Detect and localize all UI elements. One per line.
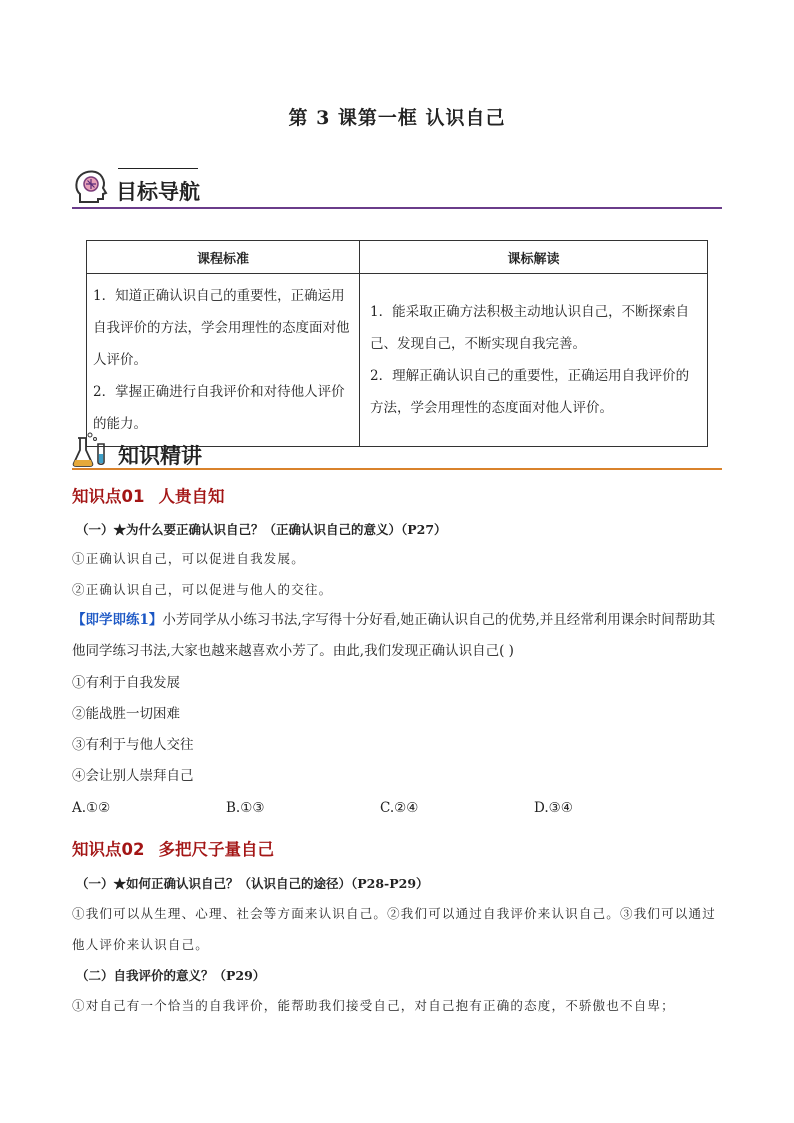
flask-icon — [72, 430, 110, 468]
answer-line: ②正确认识自己，可以促进与他人的交往。 — [72, 582, 333, 597]
answer-paragraph: ①对自己有一个恰当的自我评价，能帮助我们接受自己，对自己抱有正确的态度，不骄傲也不自卑； — [72, 998, 675, 1013]
knowledge-point-2-heading — [72, 836, 274, 860]
goals-section-title: 目标导航 — [116, 180, 200, 204]
exercise-tag: 【即学即练1】 — [72, 612, 163, 628]
interpretation-item: 1．能采取正确方法积极主动地认识自己，不断探索自己、发现自己，不断实现自我完善。 — [370, 304, 690, 352]
choice-item: ②能战胜一切困难 — [72, 706, 180, 722]
table-cell-standard — [87, 274, 360, 447]
choice-item: ④会让别人崇拜自己 — [72, 768, 194, 784]
goals-table — [86, 240, 708, 447]
table-header-standard: 课程标准 — [87, 241, 360, 274]
table-header-interpretation: 课标解读 — [360, 241, 708, 274]
orange-divider — [72, 468, 722, 470]
exercise-paragraph — [72, 605, 722, 667]
goals-section-header — [72, 168, 722, 208]
exercise-text: 小芳同学从小练习书法,字写得十分好看,她正确认识自己的优势,并且经常利用课余时间帮助其他同学练习书法,大家也越来越喜欢小芳了。由此,我们发现正确认识自己( ) — [72, 612, 716, 659]
answer-options — [72, 800, 722, 822]
standard-item: 1．知道正确认识自己的重要性，正确运用自我评价的方法，学会用理性的态度面对他人评价。 — [93, 288, 350, 368]
knowledge-point-1-heading — [72, 483, 224, 507]
choice-item: ③有利于与他人交往 — [72, 737, 194, 753]
standard-item: 2．掌握正确进行自我评价和对待他人评价的能力。 — [93, 384, 345, 432]
brain-head-icon — [72, 168, 110, 206]
knowledge-point-title: 多把尺子量自己 — [158, 840, 274, 859]
answer-line: ①正确认识自己，可以促进自我发展。 — [72, 551, 305, 566]
question-heading: （二）自我评价的意义？（P29） — [76, 968, 266, 983]
option-c: C.②④ — [380, 800, 419, 816]
knowledge-section-header — [72, 430, 722, 470]
interpretation-item: 2．理解正确认识自己的重要性，正确运用自我评价的方法，学会用理性的态度面对他人评价。 — [370, 368, 690, 416]
question-heading: （一）★如何正确认识自己？（认识自己的途径）（P28-P29） — [76, 876, 429, 891]
question-heading: （一）★为什么要正确认识自己？（正确认识自己的意义）（P27） — [76, 522, 447, 537]
option-b: B.①③ — [226, 800, 265, 816]
table-cell-interpretation — [360, 274, 708, 447]
page-title: 第 3 课第一框 认识自己 — [288, 107, 506, 129]
knowledge-point-title: 人贵自知 — [158, 487, 225, 506]
knowledge-point-number: 知识点01 — [72, 487, 145, 506]
purple-divider — [72, 207, 722, 209]
header-top-line — [118, 168, 198, 169]
choice-item: ①有利于自我发展 — [72, 675, 180, 691]
knowledge-point-number: 知识点02 — [72, 840, 145, 859]
answer-paragraph: ①我们可以从生理、心理、社会等方面来认识自己。②我们可以通过自我评价来认识自己。③我们可以通过他人评价来认识自己。 — [72, 906, 716, 952]
option-a: A.①② — [72, 800, 111, 816]
option-d: D.③④ — [534, 800, 573, 816]
knowledge-section-title: 知识精讲 — [118, 444, 202, 468]
